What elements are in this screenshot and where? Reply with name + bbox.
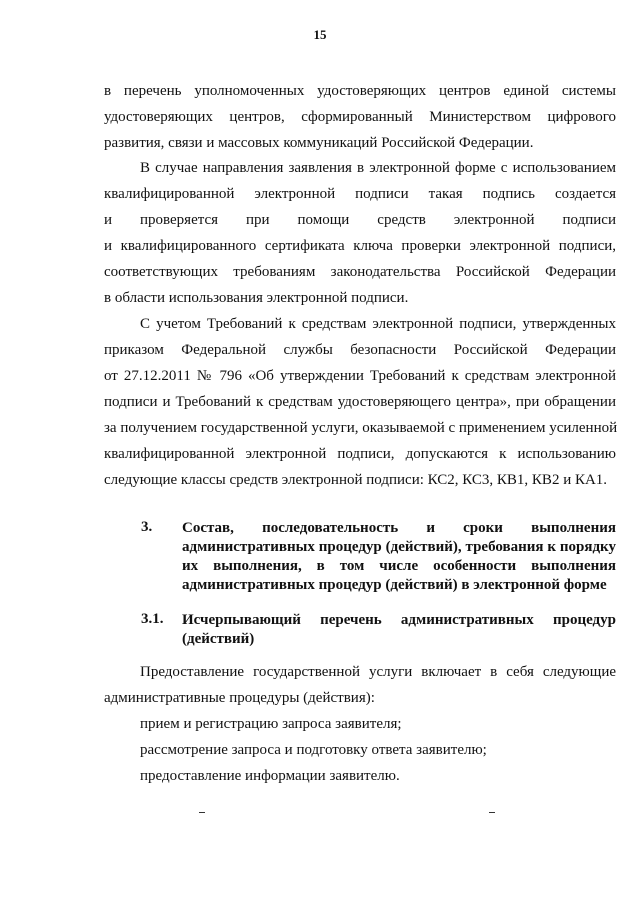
paragraph-line: соответствующих требованиям законодательства Российской Федерации (104, 264, 616, 280)
scan-mark (489, 812, 495, 813)
paragraph-line: в области использования электронной подписи. (104, 290, 409, 306)
paragraph-line: и квалифицированного сертификата ключа проверки электронной подписи, (104, 238, 616, 254)
paragraph-line: развития, связи и массовых коммуникаций Российской Федерации. (104, 135, 534, 151)
list-item: предоставление информации заявителю. (140, 768, 400, 784)
paragraph-line: подписи и Требований к средствам удостоверяющего центра», при обращении (104, 394, 616, 410)
paragraph-line: от 27.12.2011 № 796 «Об утверждении Требований к средствам электронной (104, 368, 616, 384)
paragraph-line: следующие классы средств электронной подписи: КС2, КС3, КВ1, КВ2 и КА1. (104, 472, 608, 488)
list-item: рассмотрение запроса и подготовку ответа заявителю; (140, 742, 487, 758)
section-heading-line: административных процедур (действий) в электронной форме (182, 577, 607, 593)
page-number: 15 (313, 27, 327, 42)
paragraph-line: административные процедуры (действия): (104, 690, 375, 706)
paragraph-line: удостоверяющих центров, сформированный Министерством цифрового (104, 109, 616, 125)
paragraph-line: приказом Федеральной службы безопасности Российской Федерации (104, 342, 616, 358)
section-heading-line: Состав, последовательность и сроки выполнения (182, 520, 616, 536)
paragraph-line: квалифицированной электронной подписи такая подпись создается (104, 186, 616, 202)
scan-mark (199, 812, 205, 813)
paragraph-line: квалифицированной электронной подписи, допускаются к использованию (104, 446, 616, 462)
paragraph-line: за получением государственной услуги, оказываемой с применением усиленной (104, 420, 618, 436)
subsection-heading-line: (действий) (182, 631, 255, 647)
paragraph-line: С учетом Требований к средствам электронной подписи, утвержденных (140, 316, 616, 332)
section-heading-line: административных процедур (действий), требования к порядку (182, 539, 616, 555)
list-item: прием и регистрацию запроса заявителя; (140, 716, 402, 732)
subsection-number: 3.1. (141, 611, 164, 627)
subsection-heading-line: Исчерпывающий перечень административных процедур (182, 612, 616, 628)
paragraph-line: и проверяется при помощи средств электронной подписи (104, 212, 616, 228)
paragraph-line: В случае направления заявления в электронной форме с использованием (140, 160, 616, 176)
paragraph-line: Предоставление государственной услуги включает в себя следующие (140, 664, 616, 680)
paragraph-line: в перечень уполномоченных удостоверяющих центров единой системы (104, 83, 616, 99)
section-heading-line: их выполнения, в том числе особенности выполнения (182, 558, 616, 574)
section-number: 3. (141, 519, 153, 535)
